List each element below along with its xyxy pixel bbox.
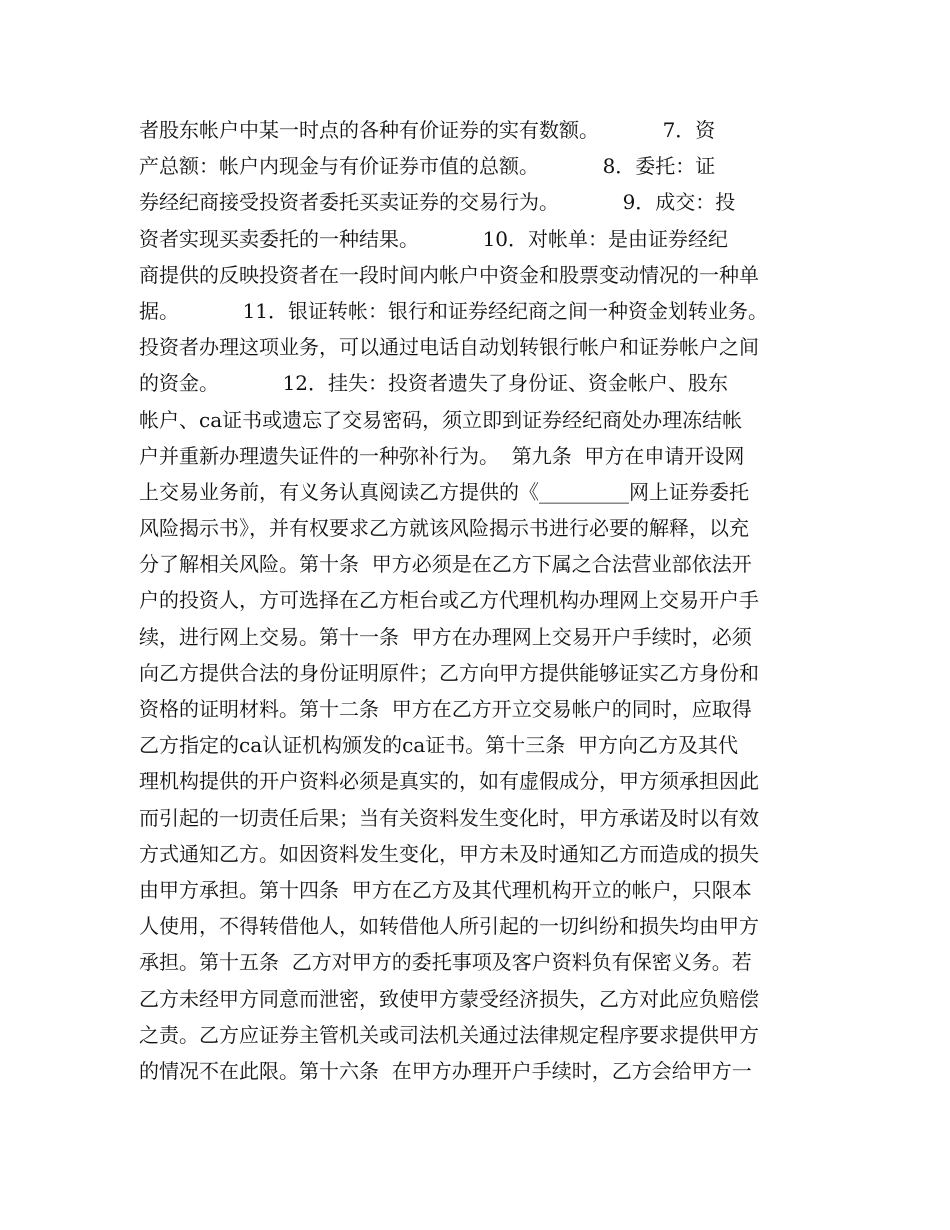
document-body-text: [139, 112, 839, 1089]
text-line: 者股东帐户中某一时点的各种有价证券的实有数额。 7．资: [139, 118, 716, 142]
text-line: 户的投资人，方可选择在乙方柜台或乙方代理机构办理网上交易开户手: [139, 588, 759, 613]
text-line: 资者实现买卖委托的一种结果。 10．对帐单：是由证券经纪: [139, 226, 729, 251]
text-line: 而引起的一切责任后果；当有关资料发生变化时，甲方承诺及时以有效: [139, 805, 759, 830]
text-line: 承担。第十五条 乙方对甲方的委托事项及客户资料负有保密义务。若: [139, 950, 752, 975]
text-line: 乙方未经甲方同意而泄密，致使甲方蒙受经济损失，乙方对此应负赔偿: [139, 986, 759, 1011]
text-line: 的情况不在此限。第十六条 在甲方办理开户手续时，乙方会给甲方一: [139, 1058, 752, 1083]
text-line: 资格的证明材料。第十二条 甲方在乙方开立交易帐户的同时，应取得: [139, 697, 752, 721]
text-line: 之责。乙方应证券主管机关或司法机关通过法律规定程序要求提供甲方: [139, 1022, 759, 1047]
text-line: 的资金。 12．挂失：投资者遗失了身份证、资金帐户、股东: [139, 371, 729, 396]
text-line: 商提供的反映投资者在一段时间内帐户中资金和股票变动情况的一种单: [139, 262, 759, 287]
text-line: 乙方指定的ca认证机构颁发的ca证书。第十三条 甲方向乙方及其代: [139, 733, 738, 758]
text-line: 券经纪商接受投资者委托买卖证券的交易行为。 9．成交：投: [139, 190, 736, 215]
text-line: 由甲方承担。第十四条 甲方在乙方及其代理机构开立的帐户，只限本: [139, 877, 752, 902]
text-line: 方式通知乙方。如因资料发生变化，甲方未及时通知乙方而造成的损失: [139, 841, 759, 866]
text-line: 帐户、ca证书或遗忘了交易密码，须立即到证券经纪商处办理冻结帐: [139, 407, 743, 432]
text-line: 据。 11．银证转帐：银行和证券经纪商之间一种资金划转业务。: [139, 298, 769, 323]
text-line: 理机构提供的开户资料必须是真实的，如有虚假成分，甲方须承担因此: [139, 769, 759, 794]
text-line: 投资者办理这项业务，可以通过电话自动划转银行帐户和证券帐户之间: [139, 335, 759, 360]
text-line: 向乙方提供合法的身份证明原件；乙方向甲方提供能够证实乙方身份和: [139, 660, 759, 685]
text-line: 产总额：帐户内现金与有价证券市值的总额。 8．委托：证: [139, 154, 716, 179]
text-line: 续，进行网上交易。第十一条 甲方在办理网上交易开户手续时，必须: [139, 624, 752, 649]
text-line: 分了解相关风险。第十条 甲方必须是在乙方下属之合法营业部依法开: [139, 552, 752, 577]
text-line: 户并重新办理遗失证件的一种弥补行为。 第九条 甲方在申请开设网: [139, 443, 745, 468]
text-line: 人使用，不得转借他人，如转借他人所引起的一切纠纷和损失均由甲方: [139, 914, 759, 939]
text-line: 风险揭示书》，并有权要求乙方就该风险揭示书进行必要的解释，以充: [139, 516, 749, 541]
text-line: 上交易业务前，有义务认真阅读乙方提供的《_________网上证券委托: [139, 479, 749, 504]
